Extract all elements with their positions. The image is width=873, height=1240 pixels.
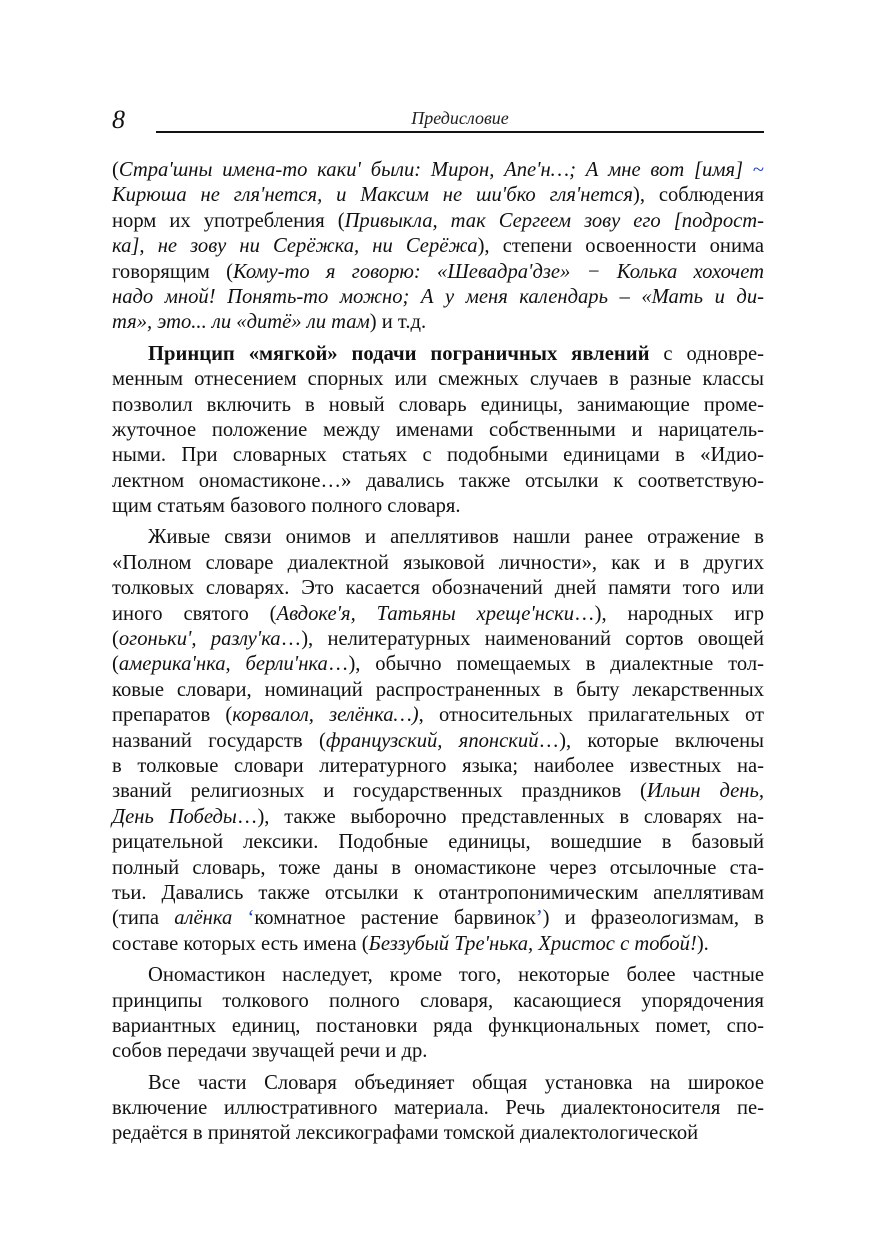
italic-text: тя», это... ли «дитё» ли там [112, 311, 370, 334]
text-line [112, 602, 764, 627]
text-line [112, 703, 764, 728]
text-line [112, 627, 764, 652]
text-line [112, 367, 764, 392]
text-run: полный словарь, тоже даны в ономастиконе через отсылочные ста- [112, 856, 764, 879]
marker-glyph: ʼ [535, 907, 543, 930]
text-run: ) и т.д. [369, 311, 427, 334]
text-line [112, 494, 764, 519]
text-line [112, 1096, 764, 1121]
marker-glyph: ʻ [247, 907, 255, 930]
paragraph [112, 963, 764, 1065]
text-run: Все части Словаря объединяет общая установка на широкое [148, 1071, 764, 1094]
text-run: менным отнесением спорных или смежных случаев в разные классы [112, 368, 764, 391]
text-line [112, 1014, 764, 1039]
text-run: Живые связи онимов и апеллятивов нашли ранее отражение в [148, 526, 764, 549]
text-line [112, 830, 764, 855]
text-run: редаётся в принятой лексикографами томской диалектологической [112, 1122, 699, 1145]
text-line [112, 856, 764, 881]
text-run: препаратов ( [112, 704, 233, 727]
text-line [112, 393, 764, 418]
text-line [112, 234, 764, 259]
text-run: позволил включить в новый словарь единицы, занимающие проме- [112, 393, 764, 416]
text-line [112, 881, 764, 906]
paragraph [112, 158, 764, 336]
text-run: норм их употребления ( [112, 209, 345, 232]
italic-text: алёнка [174, 907, 233, 930]
italic-text: корвалол, зелёнка…) [232, 704, 419, 727]
text-line [112, 209, 764, 234]
text-run: жуточное положение между именами собственными и нарицатель- [112, 418, 764, 441]
text-line [112, 551, 764, 576]
italic-text: Авдоке'я, Татьяны хреще'нски [276, 602, 575, 625]
text-line [112, 678, 764, 703]
italic-text: берли'нка [245, 653, 328, 676]
text-run: ). [696, 932, 709, 955]
text-run: ( [112, 628, 119, 651]
italic-text: Кирюша не гля'нется, и Максим не ши'бко гля'нется [112, 184, 633, 207]
page-header [112, 104, 764, 134]
text-run: рицательной лексики. Подобные единицы, вошедшие в базовый [112, 831, 764, 854]
text-run: включение иллюстративного материала. Речь диалектоносителя пе- [112, 1097, 764, 1120]
italic-text: Беззубый Тре'нька, Христос с тобой! [368, 932, 697, 955]
italic-text: ка], не зову ни Серёжка, ни Серёжа [112, 235, 478, 258]
text-run: вариантных единиц, постановки ряда функциональных помет, спо- [112, 1014, 764, 1037]
text-run: тьи. Давались также отсылки к отантропонимическим апеллятивам [112, 881, 764, 904]
text-line [112, 310, 764, 335]
text-line [112, 1121, 764, 1146]
text-run: ) и фразеологизмам, в [542, 907, 764, 930]
text-run: …), нелитературных наименований сортов овощей [280, 628, 764, 651]
text-line [112, 285, 764, 310]
text-run: …), обычно помещаемых в диалектные тол- [327, 653, 764, 676]
text-run: Ономастикон наследует, кроме того, некоторые более частные [148, 964, 764, 987]
text-run: лектном ономастиконе…» давались также отсылки к соответствую- [112, 469, 764, 492]
text-run: ( [112, 159, 119, 181]
text-run: (типа [112, 907, 175, 930]
paragraph [112, 342, 764, 520]
text-line [112, 469, 764, 494]
text-line [112, 754, 764, 779]
text-line [112, 805, 764, 830]
text-run: толковых словарях. Это касается обозначений дней памяти того или [112, 577, 764, 600]
italic-text: Кому-то я говорю: «Шевадра'дзе» − Колька хохочет [232, 260, 765, 283]
text-line [112, 158, 764, 183]
italic-text: Стра'шны имена-то каки' были: Мирон, Апе'н…; А мне вот [имя] [118, 159, 753, 181]
text-run: ными. При словарных статьях с подобными единицами в «Идио- [112, 444, 764, 467]
text-line [112, 1071, 764, 1096]
text-run: принципы толкового полного словаря, касающиеся упорядочения [112, 989, 764, 1012]
text-run: …), народных игр [574, 602, 764, 625]
text-run: иного святого ( [112, 602, 277, 625]
text-line [112, 183, 764, 208]
marker-glyph: ~ [752, 159, 764, 181]
text-line [112, 906, 764, 931]
text-run: щим статьям базового полного словаря. [112, 495, 461, 518]
text-line [112, 418, 764, 443]
text-run: званий религиозных и государственных праздников ( [112, 780, 647, 803]
text-line [112, 963, 764, 988]
body-text [112, 158, 764, 1153]
text-run: …), также выборочно представленных в словарях на- [236, 805, 764, 828]
text-line [112, 260, 764, 285]
text-run: говорящим ( [112, 260, 233, 283]
italic-text: надо мной! Понять-то можно; А у меня календарь – «Мать и ди- [112, 285, 764, 308]
running-title: Предисловие [411, 108, 509, 128]
text-run: в толковые словари литературного языка; наиболее известных на- [112, 754, 764, 777]
text-line [112, 342, 764, 367]
italic-text: америка'нка [118, 653, 226, 676]
text-line [112, 779, 764, 804]
text-run [232, 907, 247, 929]
text-line [112, 652, 764, 677]
text-run: собов передачи звучащей речи и др. [112, 1040, 428, 1063]
text-line [112, 525, 764, 550]
text-run: , относительных прилагательных от [418, 704, 764, 727]
text-run: «Полном словаре диалектной языковой личности», как и в других [112, 551, 764, 574]
italic-text: День Победы [112, 805, 237, 828]
italic-text: французский, японский [325, 729, 539, 752]
text-run: ), степени освоенности онима [477, 235, 764, 258]
text-run: названий государств ( [112, 729, 326, 752]
header-rule [156, 131, 764, 133]
italic-text: огоньки', разлу'ка [118, 628, 281, 651]
text-line [112, 729, 764, 754]
text-line [112, 443, 764, 468]
text-run: с одновре- [649, 342, 764, 365]
text-run: составе которых есть имена ( [112, 932, 369, 955]
page-number: 8 [112, 105, 125, 134]
bold-text: Принцип «мягкой» подачи пограничных явлений [148, 342, 650, 365]
text-run: ), соблюдения [632, 184, 764, 207]
text-line [112, 576, 764, 601]
paragraph [112, 525, 764, 957]
text-run: комнатное растение барвинок [254, 907, 536, 930]
text-line [112, 932, 764, 957]
paragraph [112, 1071, 764, 1147]
text-run: ковые словари, номинаций распространенных в быту лекарственных [112, 678, 764, 701]
text-run: ( [112, 653, 119, 676]
text-line [112, 989, 764, 1014]
text-run: …), которые включены [538, 729, 764, 752]
text-line [112, 1039, 764, 1064]
text-run: , [225, 653, 246, 676]
italic-text: Ильин день, [646, 780, 764, 803]
italic-text: Привыкла, так Сергеем зову его [подрост- [344, 209, 764, 232]
